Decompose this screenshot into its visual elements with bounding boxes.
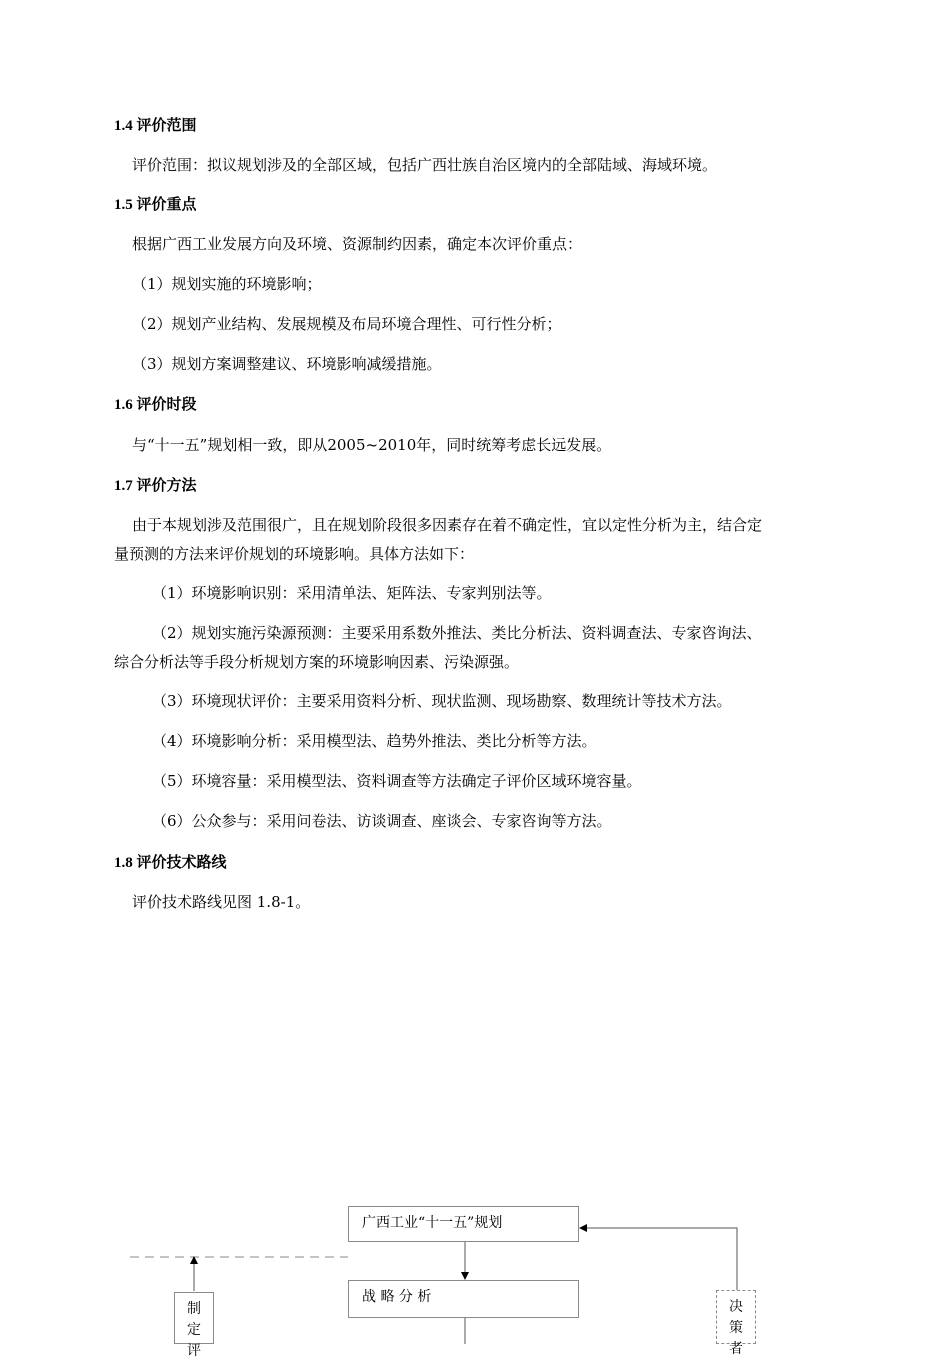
flow-box-plan: 广西工业“十一五”规划 [348, 1206, 579, 1242]
heading-1-6: 1.6 评价时段 [114, 397, 197, 413]
method-item-5: （5）环境容量：采用模型法、资料调查等方法确定子评价区域环境容量。 [152, 772, 642, 790]
left-box-char-3: 评 [187, 1343, 201, 1359]
focus-intro: 根据广西工业发展方向及环境、资源制约因素，确定本次评价重点： [132, 235, 583, 253]
method-intro-line-2: 量预测的方法来评价规划的环境影响。具体方法如下： [114, 545, 475, 563]
period-paragraph: 与“十一五”规划相一致，即从2005~2010年，同时统筹考虑长远发展。 [132, 436, 612, 454]
left-box-char-2: 定 [187, 1322, 201, 1338]
heading-1-7: 1.7 评价方法 [114, 478, 197, 494]
method-item-3: （3）环境现状评价：主要采用资料分析、现状监测、现场勘察、数理统计等技术方法。 [152, 692, 732, 710]
scope-paragraph: 评价范围：拟议规划涉及的全部区域，包括广西壮族自治区境内的全部陆域、海域环境。 [132, 156, 718, 174]
method-item-4: （4）环境影响分析：采用模型法、趋势外推法、类比分析等方法。 [152, 732, 597, 750]
method-item-6: （6）公众参与：采用问卷法、访谈调查、座谈会、专家咨询等方法。 [152, 812, 612, 830]
method-intro-line-1: 由于本规划涉及范围很广，且在规划阶段很多因素存在着不确定性，宜以定性分析为主，结合定 [132, 516, 763, 534]
flow-box-strategy: 战 略 分 析 [348, 1280, 579, 1318]
heading-1-8: 1.8 评价技术路线 [114, 855, 227, 871]
focus-item-2: （2）规划产业结构、发展规模及布局环境合理性、可行性分析； [132, 315, 562, 333]
heading-1-4: 1.4 评价范围 [114, 118, 197, 134]
focus-item-3: （3）规划方案调整建议、环境影响减缓措施。 [132, 355, 442, 373]
flow-box-right [716, 1290, 756, 1357]
flow-box-left [174, 1292, 214, 1359]
right-box-char-3: 者 [729, 1341, 743, 1357]
method-item-2: （2）规划实施污染源预测：主要采用系数外推法、类比分析法、资料调查法、专家咨询法、 [152, 624, 762, 642]
left-box-char-1: 制 [187, 1301, 201, 1317]
route-paragraph: 评价技术路线见图 1.8-1。 [132, 893, 311, 911]
heading-1-5: 1.5 评价重点 [114, 197, 197, 213]
right-box-char-2: 策 [729, 1320, 743, 1336]
arrow-feedback-loop [580, 1228, 737, 1290]
method-item-1: （1）环境影响识别：采用清单法、矩阵法、专家判别法等。 [152, 584, 552, 602]
right-box-char-1: 决 [729, 1299, 743, 1315]
method-item-2-continued: 综合分析法等手段分析规划方案的环境影响因素、污染源强。 [114, 653, 520, 671]
focus-item-1: （1）规划实施的环境影响； [132, 275, 322, 293]
